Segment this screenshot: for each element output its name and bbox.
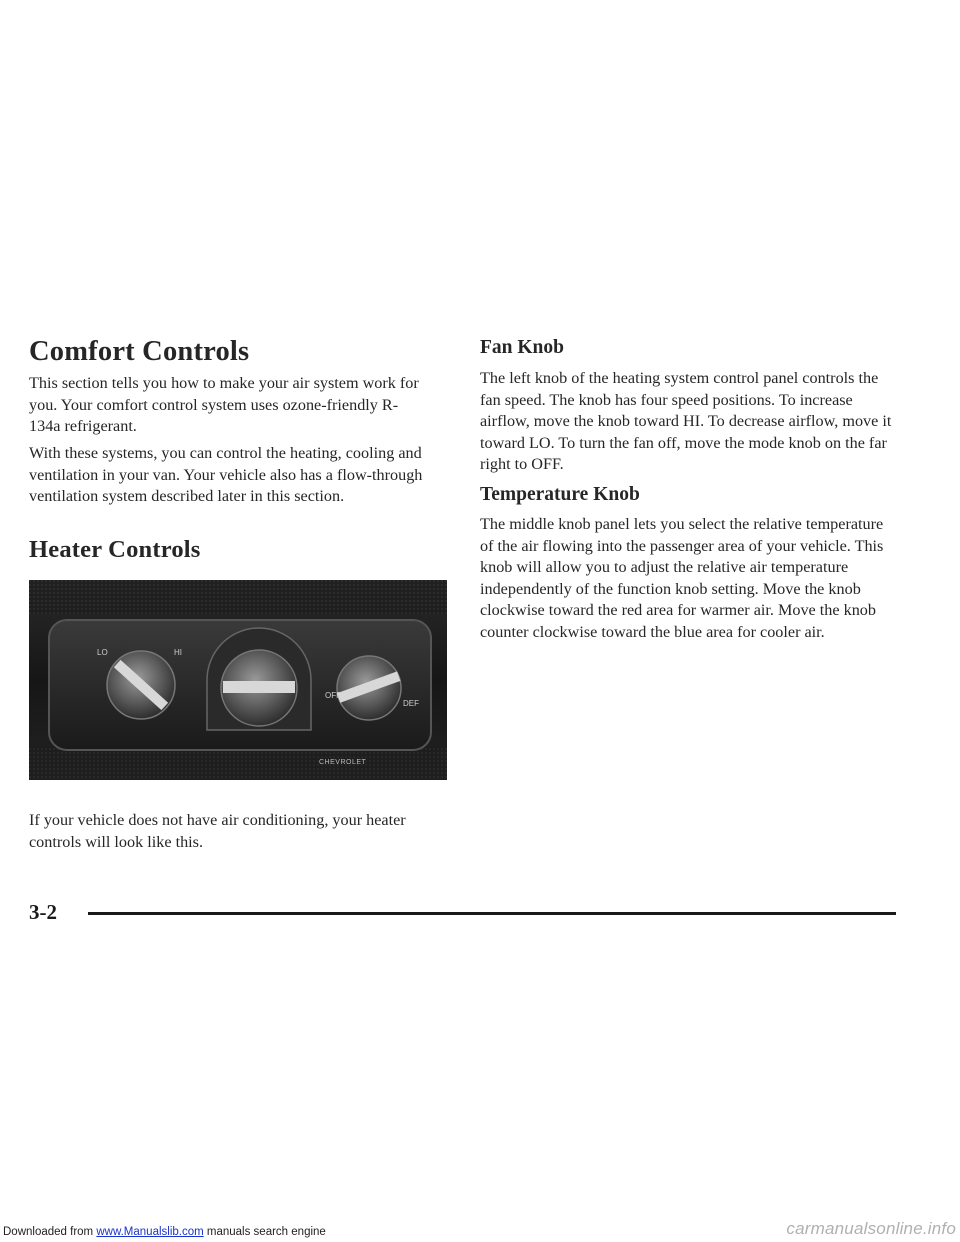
hi-label: HI: [174, 648, 182, 657]
section-title: Comfort Controls: [29, 336, 250, 367]
lo-label: LO: [97, 648, 108, 657]
systems-paragraph: With these systems, you can control the heating, cooling and ventilation in your van. Your vehicle also has a flow-through ventilation system described later in this section.: [29, 444, 423, 506]
temperature-knob-paragraph: The middle knob panel lets you select the relative temperature of the air flowing into the passenger area of your vehicle. This knob will allow you to adjust the relative air temperature independently of the function knob setting. Move the knob clockwise toward the red area for warmer air. Move the knob counter clockwise toward the blue area for cooler air.: [480, 515, 884, 641]
fan-knob-heading: Fan Knob: [480, 337, 564, 358]
footer-rule: [88, 912, 896, 915]
banner-prefix: Downloaded from: [3, 1226, 97, 1238]
intro-paragraph: This section tells you how to make your air system work for you. Your comfort control system uses ozone-friendly R-134a refrigerant.: [29, 374, 419, 436]
fan-knob-paragraph: The left knob of the heating system control panel controls the fan speed. The knob has four speed positions. To increase airflow, move the knob toward HI. To decrease airflow, move it toward LO. To turn the fan off, move the mode knob on the far right to OFF.: [480, 369, 892, 474]
heater-controls-heading: Heater Controls: [29, 536, 201, 563]
brand-label: CHEVROLET: [319, 759, 367, 766]
site-watermark: carmanualsonline.info: [786, 1219, 956, 1238]
temperature-knob-heading: Temperature Knob: [480, 484, 640, 505]
heater-controls-photo: [29, 580, 447, 780]
photo-caption: If your vehicle does not have air conditioning, your heater controls will look like this.: [29, 811, 406, 851]
manualslib-link[interactable]: www.Manualslib.com: [96, 1226, 204, 1238]
off-label: OFF: [325, 691, 341, 700]
page-number: 3-2: [29, 900, 57, 924]
heater-panel-illustration: [29, 580, 447, 780]
def-label: DEF: [403, 699, 419, 708]
banner-suffix: manuals search engine: [203, 1226, 326, 1238]
